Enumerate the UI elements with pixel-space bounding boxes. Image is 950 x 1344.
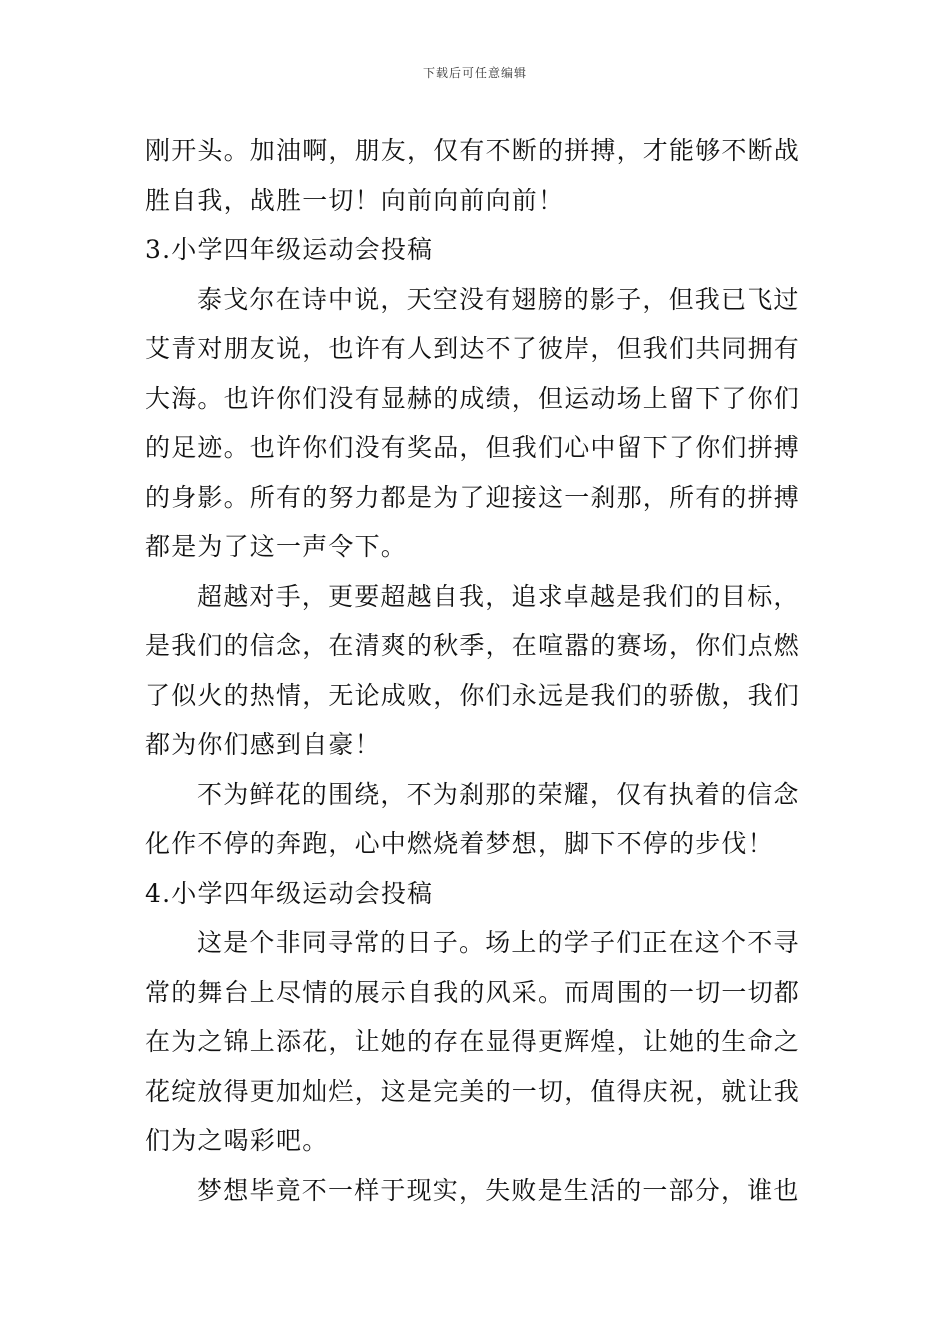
paragraph-first-line: 梦想毕竟不一样于现实，失败是生活的一部分，谁也 bbox=[197, 1175, 800, 1205]
body-line: 常的舞台上尽情的展示自我的风采。而周围的一切一切都 bbox=[145, 977, 801, 1007]
body-line: 了似火的热情，无论成败，你们永远是我们的骄傲，我们 bbox=[145, 680, 801, 710]
body-line: 们为之喝彩吧。 bbox=[145, 1126, 329, 1155]
body-line: 是我们的信念，在清爽的秋季，在喧嚣的赛场，你们点燃 bbox=[145, 631, 801, 660]
body-line: 花绽放得更加灿烂，这是完美的一切，值得庆祝，就让我 bbox=[145, 1076, 801, 1106]
body-line: 刚开头。加油啊，朋友，仅有不断的拼搏，才能够不断战 bbox=[145, 136, 801, 165]
body-line: 化作不停的奔跑，心中燃烧着梦想，脚下不停的步伐！ bbox=[145, 829, 774, 858]
body-line: 的足迹。也许你们没有奖品，但我们心中留下了你们拼搏 bbox=[145, 433, 801, 462]
paragraph-first-line: 泰戈尔在诗中说，天空没有翅膀的影子，但我已飞过 bbox=[197, 284, 800, 314]
body-line: 胜自我，战胜一切！向前向前向前！ bbox=[145, 185, 565, 215]
body-line: 都为你们感到自豪！ bbox=[145, 730, 381, 759]
paragraph-first-line: 超越对手，更要超越自我，追求卓越是我们的目标， bbox=[197, 581, 800, 611]
section-heading: 4.小学四年级运动会投稿 bbox=[145, 878, 434, 908]
document-body bbox=[145, 126, 810, 1215]
body-line: 都是为了这一声令下。 bbox=[145, 532, 408, 561]
body-line: 大海。也许你们没有显赫的成绩，但运动场上留下了你们 bbox=[145, 383, 801, 413]
paragraph-first-line: 不为鲜花的围绕，不为刹那的荣耀，仅有执着的信念 bbox=[197, 779, 800, 809]
section-heading: 3.小学四年级运动会投稿 bbox=[145, 235, 434, 264]
body-line: 艾青对朋友说，也许有人到达不了彼岸，但我们共同拥有 bbox=[145, 334, 801, 363]
body-line: 的身影。所有的努力都是为了迎接这一刹那，所有的拼搏 bbox=[145, 482, 801, 512]
paragraph-first-line: 这是个非同寻常的日子。场上的学子们正在这个不寻 bbox=[197, 928, 800, 957]
page-header-note: 下载后可任意编辑 bbox=[422, 66, 527, 80]
body-line: 在为之锦上添花，让她的存在显得更辉煌，让她的生命之 bbox=[145, 1027, 801, 1056]
